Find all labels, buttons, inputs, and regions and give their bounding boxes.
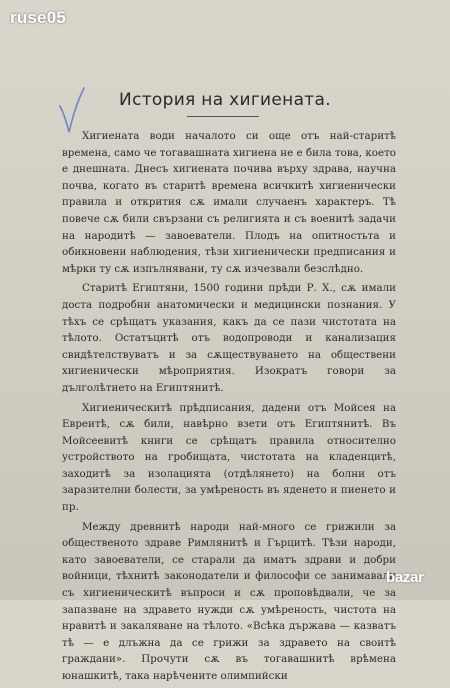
body-text [62, 128, 396, 688]
logo-text: bazar [386, 569, 424, 586]
watermark-text: ruse05 [10, 8, 67, 27]
page-title: История на хигиената. [119, 90, 331, 110]
paragraph: Хигиената води началото си още отъ най-старитѣ времена, само че тогавашната хигиена не е била това, което е днешната. Днесъ хигиената почива върху здрава, научна почва, когато въ старитѣ времена всичкитѣ хигиенически правила и открития сѫ имали случаенъ характеръ. Тѣ повече сѫ били свързани съ религията и съ военитѣ задачи на народитѣ — завоеватели. Плодъ на опитностьта и обикновени наблюдения, тѣзи хигиенически предписания и мѣрки ту сѫ изпълнявани, ту сѫ изчезвали безслѣдно. [62, 130, 396, 275]
paragraph: Между древнитѣ народи най-много се грижили за общественото здраве Римлянитѣ и Гърцитѣ. Тѣзи народи, като завоеватели, се старали да иматъ здрави и добри войници, тѣхнитѣ законодатели и философи се занимавали съ хигиеническитѣ въпроси и сѫ проповѣдвали, че за запазване на здравето нужди сѫ умѣреность, чистота на нравитѣ и закаляване на тѣлото. «Всѣка държава — казватъ тѣ — е длъжна да се грижи за здравето на своитѣ граждани». Прочути сѫ въ тогавашнитѣ врѣмена юнашкитѣ, така нарѣчените олимпийски [62, 520, 396, 682]
paragraph: Хигиеническитѣ прѣдписания, дадени отъ Мойсея на Евреитѣ, сѫ били, навѣрно взети отъ Египтянитѣ. Въ Мойсеевитѣ книги се срѣщатъ правила относително устройството на гробищата, чистотата на кладенцитѣ, заходитѣ за изолацията (отдѣлянето) на болни отъ заразителни болести, за умѣреность въ яденето и пиенето и пр. [62, 401, 396, 514]
paragraph: Старитѣ Египтяни, 1500 години прѣди Р. Х., сѫ имали доста подробни анатомически и медицински познания. У тѣхъ се срѣщатъ указания, какъ да се пази чистотата на тѣлото. Остатъцитѣ отъ водопроводи и канализация свидѣтелствуватъ и за сѫществуването на обществени хигиенически мѣроприятия. Изократъ говори за дълголѣтието на Египтянитѣ. [62, 282, 396, 394]
title-underline [187, 116, 259, 117]
bazar-logo [386, 570, 436, 590]
